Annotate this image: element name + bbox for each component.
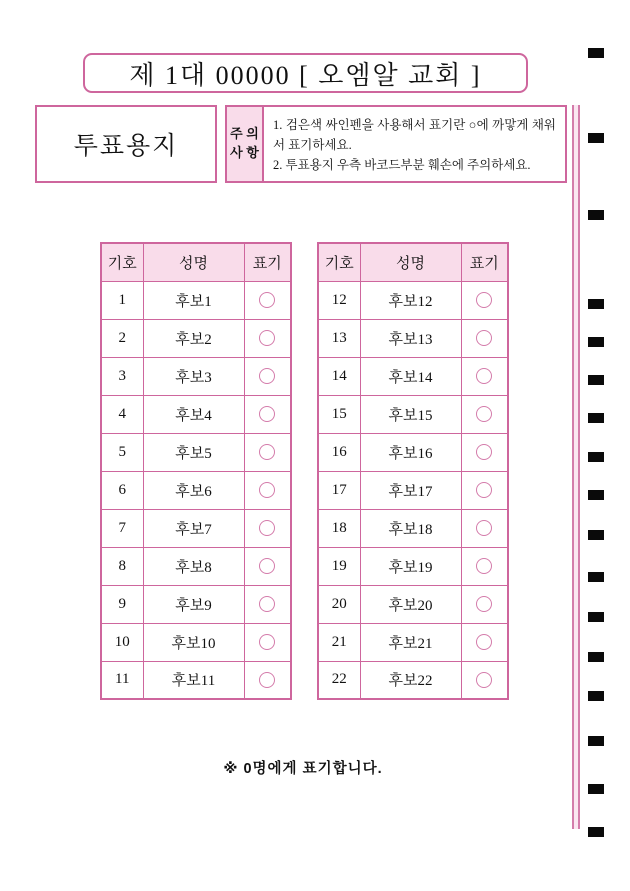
mark-circle[interactable] [259,482,275,498]
mark-cell [244,509,291,547]
candidate-row [318,395,508,433]
mark-cell [461,623,508,661]
candidate-number-cell: 10 [101,623,143,661]
candidate-number-cell: 18 [318,509,360,547]
candidate-number-cell: 22 [318,661,360,699]
timing-mark [588,48,604,58]
candidate-name-cell: 후보5 [143,433,244,471]
mark-circle[interactable] [476,330,492,346]
timing-mark [588,413,604,423]
mark-cell [244,433,291,471]
timing-mark [588,490,604,500]
candidate-number-cell: 2 [101,319,143,357]
candidate-number-cell: 6 [101,471,143,509]
notice-label-line1: 주 의 [230,126,259,142]
candidate-number-cell: 14 [318,357,360,395]
timing-mark [588,691,604,701]
notice-label-line2: 사 항 [230,145,259,160]
mark-circle[interactable] [259,368,275,384]
candidate-number-cell: 16 [318,433,360,471]
column-header-mark: 표기 [461,243,508,281]
timing-mark [588,337,604,347]
timing-mark [588,375,604,385]
candidate-row [318,661,508,699]
candidate-name-cell: 후보11 [143,661,244,699]
candidate-row [101,661,291,699]
candidate-name-cell: 후보4 [143,395,244,433]
mark-cell [244,471,291,509]
header-row [318,243,508,281]
candidate-number-cell: 19 [318,547,360,585]
candidate-name-cell: 후보21 [360,623,461,661]
mark-cell [461,433,508,471]
timing-mark [588,210,604,220]
mark-cell [461,319,508,357]
mark-circle[interactable] [476,444,492,460]
candidate-name-cell: 후보14 [360,357,461,395]
timing-mark [588,736,604,746]
candidate-name-cell: 후보12 [360,281,461,319]
candidate-row [101,319,291,357]
candidate-number-cell: 8 [101,547,143,585]
candidate-row [101,623,291,661]
mark-circle[interactable] [476,558,492,574]
candidate-name-cell: 후보19 [360,547,461,585]
mark-circle[interactable] [259,292,275,308]
mark-cell [244,585,291,623]
column-header-mark: 표기 [244,243,291,281]
column-header-number: 기호 [318,243,360,281]
mark-circle[interactable] [259,444,275,460]
page-title: 제 1대 00000 [ 오엠알 교회 ] [129,60,482,90]
ballot-label-box [35,105,217,183]
mark-cell [461,471,508,509]
candidate-name-cell: 후보8 [143,547,244,585]
timing-mark [588,133,604,143]
candidate-row [101,433,291,471]
candidate-row [318,547,508,585]
candidate-row [101,471,291,509]
mark-cell [244,547,291,585]
mark-cell [461,395,508,433]
mark-circle[interactable] [476,634,492,650]
candidate-name-cell: 후보9 [143,585,244,623]
mark-cell [461,281,508,319]
timing-mark [588,572,604,582]
mark-circle[interactable] [476,520,492,536]
barcode-guide-bar [572,105,580,829]
mark-circle[interactable] [476,292,492,308]
candidate-name-cell: 후보16 [360,433,461,471]
timing-mark [588,652,604,662]
candidate-name-cell: 후보15 [360,395,461,433]
candidate-number-cell: 4 [101,395,143,433]
candidate-row [318,281,508,319]
timing-mark [588,784,604,794]
mark-cell [461,509,508,547]
candidate-number-cell: 7 [101,509,143,547]
mark-cell [244,395,291,433]
mark-circle[interactable] [259,406,275,422]
candidate-number-cell: 12 [318,281,360,319]
column-header-name: 성명 [360,243,461,281]
mark-circle[interactable] [259,596,275,612]
candidate-name-cell: 후보20 [360,585,461,623]
candidate-name-cell: 후보13 [360,319,461,357]
timing-mark [588,452,604,462]
mark-circle[interactable] [259,672,275,688]
candidate-number-cell: 15 [318,395,360,433]
column-header-number: 기호 [101,243,143,281]
notice-body [264,107,565,181]
title-box [83,53,528,93]
mark-circle[interactable] [476,406,492,422]
mark-circle[interactable] [259,520,275,536]
mark-circle[interactable] [476,368,492,384]
candidate-number-cell: 13 [318,319,360,357]
candidate-row [101,395,291,433]
mark-circle[interactable] [259,330,275,346]
candidate-row [318,585,508,623]
mark-cell [461,585,508,623]
mark-cell [461,547,508,585]
mark-circle[interactable] [259,634,275,650]
candidate-name-cell: 후보6 [143,471,244,509]
column-header-name: 성명 [143,243,244,281]
mark-cell [244,623,291,661]
candidate-number-cell: 20 [318,585,360,623]
header-row [101,243,291,281]
candidate-row [318,623,508,661]
mark-cell [461,661,508,699]
notice-label [227,107,264,181]
footer-note: ※ 0명에게 표기합니다. [223,761,383,777]
mark-cell [244,281,291,319]
candidate-number-cell: 5 [101,433,143,471]
candidate-number-cell: 3 [101,357,143,395]
candidate-row [318,357,508,395]
mark-cell [244,319,291,357]
candidate-row [318,433,508,471]
candidate-row [318,509,508,547]
mark-circle[interactable] [476,482,492,498]
candidate-name-cell: 후보2 [143,319,244,357]
candidate-row [318,319,508,357]
candidate-number-cell: 9 [101,585,143,623]
mark-circle[interactable] [476,596,492,612]
candidate-name-cell: 후보10 [143,623,244,661]
notice-item-2: 2. 투표용지 우측 바코드부분 훼손에 주의하세요. [273,157,531,172]
candidate-row [101,547,291,585]
timing-mark [588,827,604,837]
mark-circle[interactable] [476,672,492,688]
mark-circle[interactable] [259,558,275,574]
candidate-row [318,471,508,509]
candidate-name-cell: 후보22 [360,661,461,699]
candidate-row [101,509,291,547]
candidate-name-cell: 후보7 [143,509,244,547]
timing-mark [588,530,604,540]
candidate-number-cell: 1 [101,281,143,319]
mark-cell [244,661,291,699]
candidate-number-cell: 11 [101,661,143,699]
candidate-name-cell: 후보1 [143,281,244,319]
candidate-table-1 [100,242,292,700]
timing-mark [588,299,604,309]
timing-mark [588,612,604,622]
candidate-name-cell: 후보18 [360,509,461,547]
candidate-row [101,281,291,319]
ballot-label: 투표용지 [73,133,179,160]
candidate-name-cell: 후보17 [360,471,461,509]
mark-cell [244,357,291,395]
candidate-name-cell: 후보3 [143,357,244,395]
candidate-row [101,585,291,623]
candidate-table-2 [317,242,509,700]
mark-cell [461,357,508,395]
candidate-number-cell: 21 [318,623,360,661]
notice-item-1: 1. 검은색 싸인펜을 사용해서 표기란 ○에 까맣게 채워서 표기하세요. [273,117,556,152]
notice-box [225,105,567,183]
candidate-row [101,357,291,395]
candidate-number-cell: 17 [318,471,360,509]
